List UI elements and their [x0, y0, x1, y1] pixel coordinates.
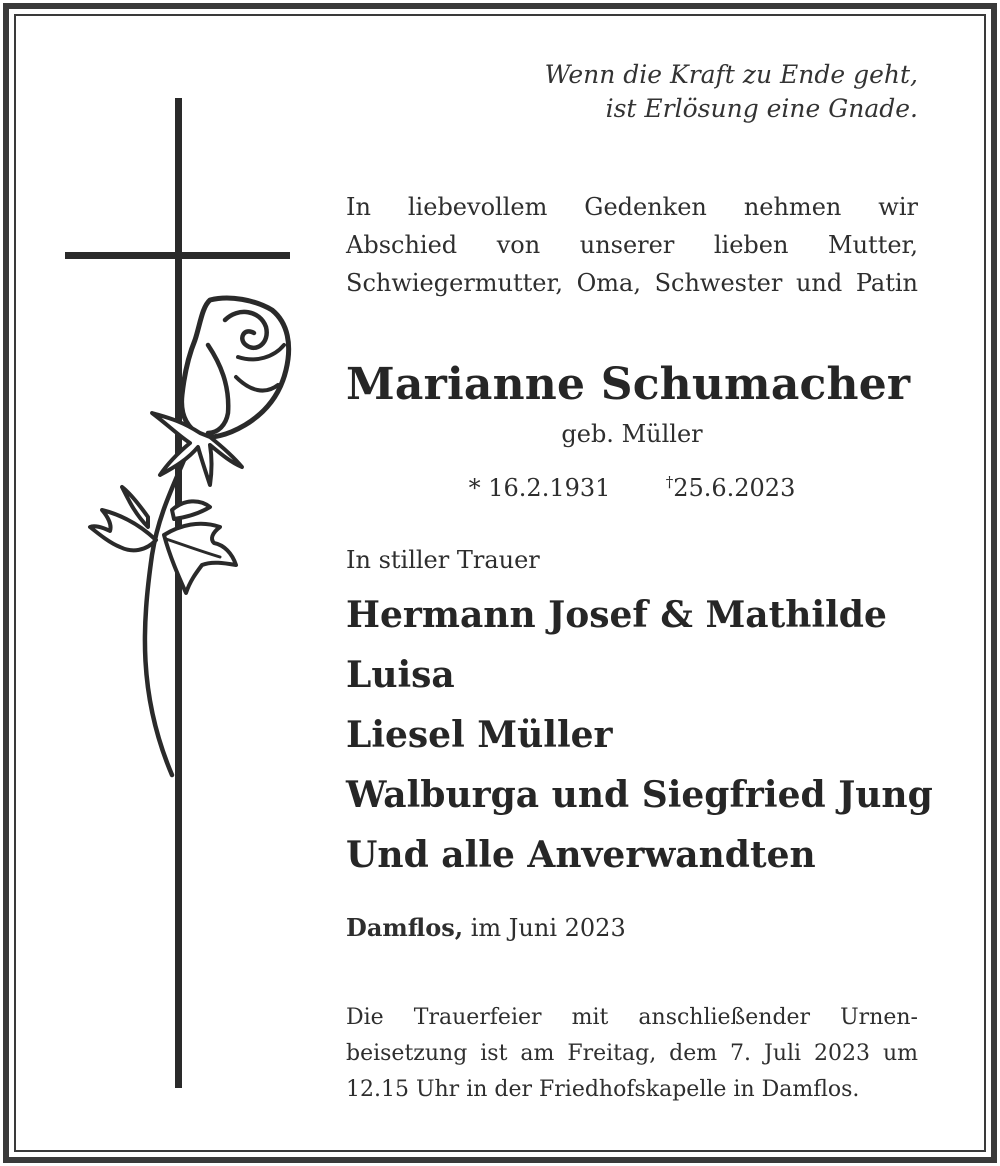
mourning-label: In stiller Trauer: [346, 546, 540, 574]
mourner-name: Luisa: [346, 654, 455, 696]
death-date: 25.6.2023: [673, 474, 796, 502]
cross-horizontal-beam: [65, 252, 290, 259]
rose-leaf-right: [164, 524, 236, 593]
service-line-2: beisetzung ist am Freitag, dem 7. Juli 2023 um: [346, 1041, 918, 1066]
intro-line-2: Abschied von unserer lieben Mutter,: [346, 231, 918, 259]
intro-line-3: Schwiegermutter, Oma, Schwester und Patin: [346, 269, 918, 297]
motto: [346, 58, 918, 126]
mourner-name: Und alle Anverwandten: [346, 834, 816, 876]
mourners-list: [346, 585, 933, 885]
place-and-date: [346, 910, 918, 946]
rose-leaf-right-small: [172, 501, 210, 519]
motto-line-1: Wenn die Kraft zu Ende geht,: [544, 60, 918, 89]
mourner-name: Walburga und Siegfried Jung: [346, 774, 933, 816]
maiden-name: geb. Müller: [561, 420, 703, 448]
rose-bloom-outer: [182, 298, 289, 437]
service-line-1: Die Trauerfeier mit anschließender Urnen-: [346, 1005, 918, 1030]
life-dates: [346, 464, 918, 506]
intro-line-1: In liebevollem Gedenken nehmen wir: [346, 193, 918, 221]
motto-line-2: ist Erlösung eine Gnade.: [605, 94, 918, 123]
service-line-3: 12.15 Uhr in der Friedhofskapelle in Damflos.: [346, 1077, 860, 1102]
place-city: Damflos,: [346, 913, 464, 942]
mourner-name: Hermann Josef & Mathilde: [346, 594, 887, 636]
mourner-name: Liesel Müller: [346, 714, 613, 756]
birth-symbol: *: [468, 474, 481, 502]
birth-date: 16.2.1931: [488, 474, 611, 502]
cross-with-rose-icon: [60, 95, 300, 1090]
intro-text: [346, 188, 918, 302]
service-info: [346, 1000, 918, 1108]
deceased-name: Marianne Schumacher: [346, 359, 911, 410]
death-symbol: †: [665, 473, 674, 491]
cross-vertical-beam: [175, 98, 182, 1088]
rose-stem: [145, 425, 198, 775]
place-date: im Juni 2023: [470, 914, 626, 942]
